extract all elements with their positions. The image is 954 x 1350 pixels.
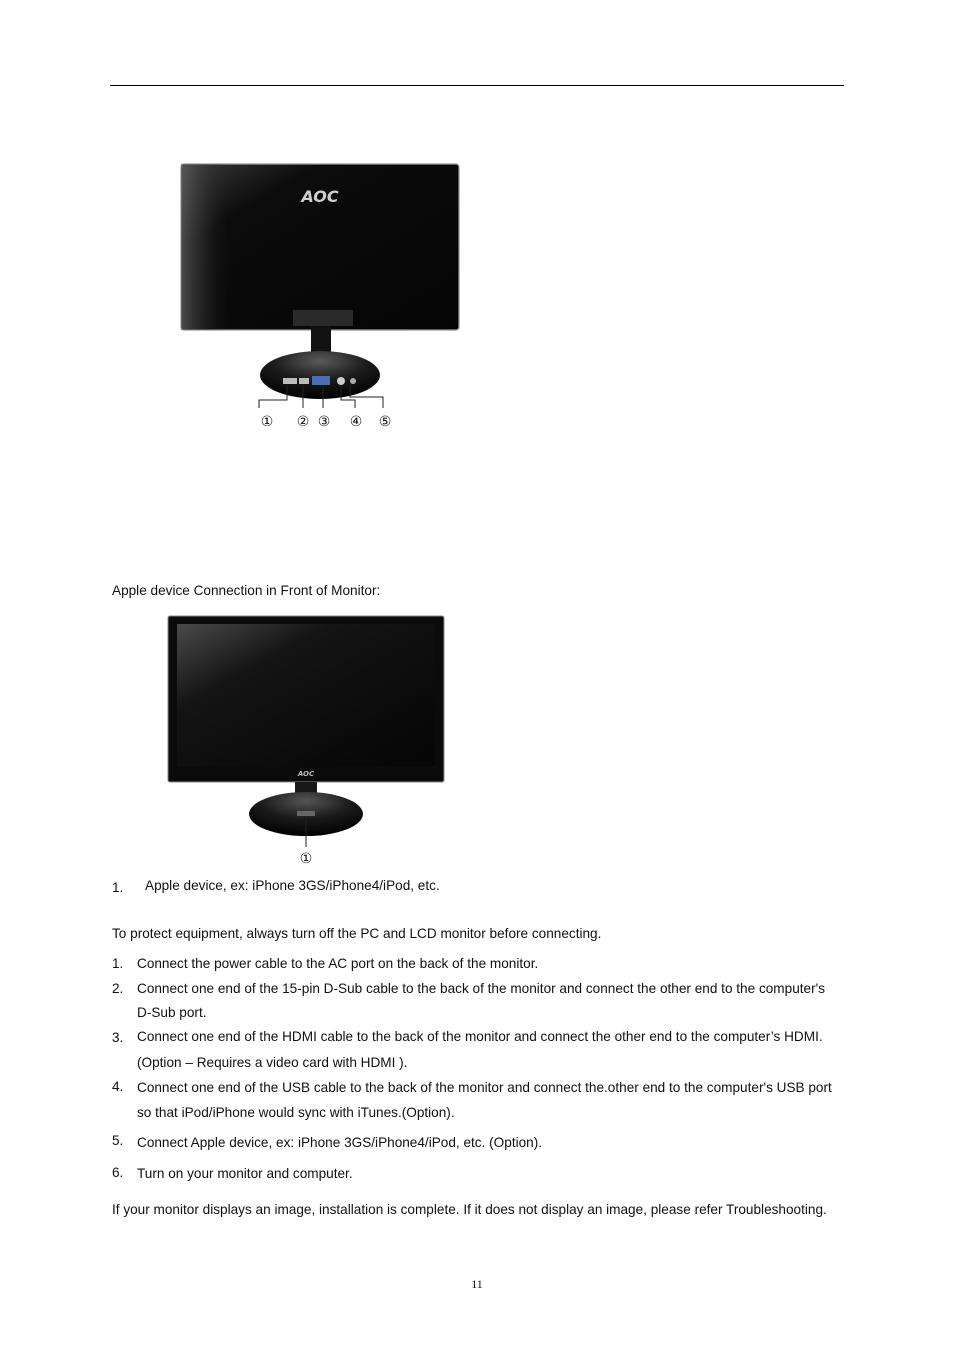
monitor-screen [177,624,435,766]
step-4-number: 4. [112,1079,124,1094]
step-5-line-1: Connect Apple device, ex: iPhone 3GS/iPhone4/iPod, etc. (Option). [137,1135,543,1150]
step-4-line-2: so that iPod/iPhone would sync with iTunes.(Option). [137,1105,455,1120]
step-2-line-2: D-Sub port. [137,1005,207,1020]
step-5-number: 5. [112,1133,124,1148]
aoc-logo: AOC [301,187,339,206]
step-3-line-1: Connect one end of the HDMI cable to the back of the monitor and connect the other end to the computer’s HDMI. [137,1029,823,1044]
callout-4: ④ [349,414,363,430]
protect-note: To protect equipment, always turn off the PC and LCD monitor before connecting. [112,926,602,941]
step-4-line-1: Connect one end of the USB cable to the back of the monitor and connect the.other end to the computer's USB port [137,1080,832,1095]
step-6-line-1: Turn on your monitor and computer. [137,1166,353,1181]
page-number: 11 [471,1277,483,1291]
closing-note: If your monitor displays an image, installation is complete. If it does not display an image, please refer Troubleshooting. [112,1202,827,1217]
apple-connection-heading: Apple device Connection in Front of Monitor: [112,583,381,598]
callout-1: ① [260,414,274,430]
step-3-line-2: (Option – Requires a video card with HDMI ). [137,1055,408,1070]
legend-text: Apple device, ex: iPhone 3GS/iPhone4/iPod, etc. [145,878,440,893]
callout-3: ③ [317,414,331,430]
header-rule [110,85,844,86]
callout-2: ② [296,414,310,430]
callout-front-1: ① [299,851,313,867]
monitor-base [260,351,380,399]
step-1-line-1: Connect the power cable to the AC port on the back of the monitor. [137,956,539,971]
monitor-front-figure [165,612,455,870]
callout-5: ⑤ [378,414,392,430]
step-1-number: 1. [112,956,124,971]
step-2-line-1: Connect one end of the 15-pin D-Sub cable to the back of the monitor and connect the other end to the computer's [137,981,826,996]
step-6-number: 6. [112,1165,124,1180]
step-2-number: 2. [112,981,124,996]
legend-number: 1. [112,880,124,895]
step-3-number: 3. [112,1030,124,1045]
aoc-logo-front: AOC [297,770,315,778]
monitor-rear-figure [175,160,475,440]
